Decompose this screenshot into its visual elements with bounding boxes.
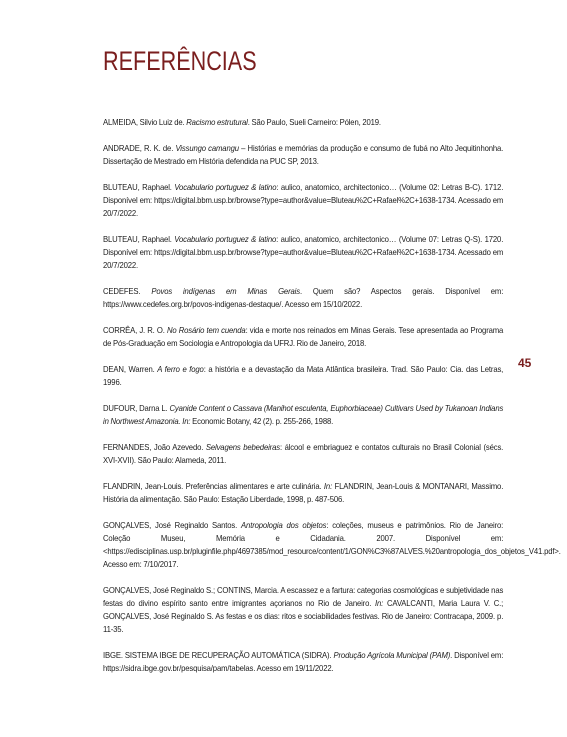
ref-text: – Histórias e memórias da produção e consumo de fubá no Alto Jequitinhonha. Dissertação de Mestrado em História defendida na PUC SP, 2013. (103, 143, 504, 166)
ref-text: : a história e a devastação da Mata Atlântica brasileira. Trad. São Paulo: Cia. das Letras, 1996. (103, 364, 504, 387)
ref-italic: In: (323, 481, 333, 491)
ref-text: GONÇALVES, José Reginaldo S.; CONTINS, Marcia. A escassez e a fartura: categorias cosmológicas e subjetividade nas festas do divino espírito santo entre imigrantes açorianos no Rio de Janeiro. (103, 585, 504, 608)
ref-text: : coleções, museus e patrimônios. Rio de Janeiro: Coleção Museu, Memória e Cidadania. 2007. Disponível em: <https://edisciplinas.usp.br/pluginfile.php/4697385/mod_resource/content/1/GON%C3%87ALVES.%20antropologia_dos_objetos_V41.pdf>. Acesso em: 7/10/2017. (103, 520, 561, 569)
reference-entry (103, 584, 503, 636)
reference-entry (103, 233, 503, 272)
reference-entry (103, 519, 561, 571)
ref-text: ANDRADE, R. K. de. (103, 143, 176, 153)
page-title: REFERÊNCIAS (103, 46, 257, 76)
reference-entry (103, 363, 503, 389)
reference-entry (103, 181, 503, 220)
ref-italic: Selvagens bebedeiras (205, 442, 280, 452)
reference-entry (103, 480, 503, 506)
ref-text: DEAN, Warren. (103, 364, 158, 374)
ref-italic: Racismo estrutural (186, 117, 248, 127)
ref-italic: Povos indígenas em Minas Gerais (151, 286, 300, 296)
ref-italic: Vocabulario portuguez & latino (174, 234, 277, 244)
reference-entry (103, 441, 503, 467)
reference-entry (103, 402, 503, 428)
ref-text: FERNANDES, João Azevedo. (103, 442, 206, 452)
ref-text: BLUTEAU, Raphael. (103, 182, 175, 192)
page-number: 45 (518, 356, 532, 370)
ref-italic: Vissungo camangu (175, 143, 239, 153)
ref-italic: Cyanide Content o Cassava (Manihot esculenta, Euphorbiaceae) Cultivars Used by Tukanoan Indians in Northwest Amazonia. In: (103, 403, 504, 426)
ref-text: : aulico, anatomico, architectonico… (Volume 07: Letras Q-S). 1720. Disponível em: https://digital.bbm.usp.br/browse?type=author&value=Bluteau%2C+Rafael%2C+1638-1734. Acessado em 20/7/2022. (103, 234, 504, 270)
ref-text: FLANDRIN, Jean-Louis & MONTANARI, Massimo. História da alimentação. São Paulo: Estação Liberdade, 1998, p. 487-506. (103, 481, 504, 504)
reference-entry (103, 285, 503, 311)
ref-text: : vida e morte nos reinados em Minas Gerais. Tese apresentada ao Programa de Pós-Graduação em Sociologia e Antropologia da UFRJ. Rio de Janeiro, 2018. (103, 325, 504, 348)
ref-text: Economic Botany, 42 (2). p. 255-266, 1988. (190, 416, 334, 426)
ref-text: CEDEFES. (103, 286, 152, 296)
ref-text: CORRÊA, J. R. O. (103, 325, 167, 335)
ref-text: DUFOUR, Darna L. (103, 403, 170, 413)
ref-text: BLUTEAU, Raphael. (103, 234, 175, 244)
reference-entry (103, 649, 503, 675)
ref-text: GONÇALVES, José Reginaldo Santos. (103, 520, 242, 530)
ref-text: ALMEIDA, Silvio Luiz de. (103, 117, 187, 127)
ref-text: : álcool e embriaguez e contatos culturais no Brasil Colonial (sécs. XVI-XVII). São Paulo: Alameda, 2011. (103, 442, 504, 465)
ref-text: FLANDRIN, Jean-Louis. Preferências alimentares e arte culinária. (103, 481, 324, 491)
ref-italic: Antropologia dos objetos (241, 520, 327, 530)
ref-text: . Disponível em: https://sidra.ibge.gov.br/pesquisa/pam/tabelas. Acesso em 19/11/2022. (103, 650, 504, 673)
ref-text: . Quem são? Aspectos gerais. Disponível em: https://www.cedefes.org.br/povos-indigenas-destaque/. Acesso em 15/10/2022. (103, 286, 504, 309)
ref-italic: Vocabulario portuguez & latino (174, 182, 277, 192)
ref-text: IBGE. SISTEMA IBGE DE RECUPERAÇÃO AUTOMÁTICA (SIDRA). (103, 650, 334, 660)
ref-italic: No Rosário tem cuenda (166, 325, 246, 335)
ref-text: : aulico, anatomico, architectonico… (Volume 02: Letras B-C). 1712. Disponível em: https://digital.bbm.usp.br/browse?type=author&value=Bluteau%2C+Rafael%2C+1638-1734. Acessado em 20/7/2022. (103, 182, 504, 218)
ref-italic: Produção Agrícola Municipal (PAM) (333, 650, 451, 660)
ref-text: . São Paulo, Sueli Carneiro: Pólen, 2019. (247, 117, 381, 127)
ref-text: CAVALCANTI, Maria Laura V. C.; GONÇALVES, José Reginaldo S. As festas e os dias: ritos e sociabilidades festivas. Rio de Janeiro: Contracapa, 2009. p. 11-35. (103, 598, 504, 634)
reference-entry (103, 324, 503, 350)
reference-entry (103, 116, 503, 129)
reference-entry (103, 142, 503, 168)
ref-italic: In: (375, 598, 384, 608)
ref-italic: A ferro e fogo (157, 364, 204, 374)
